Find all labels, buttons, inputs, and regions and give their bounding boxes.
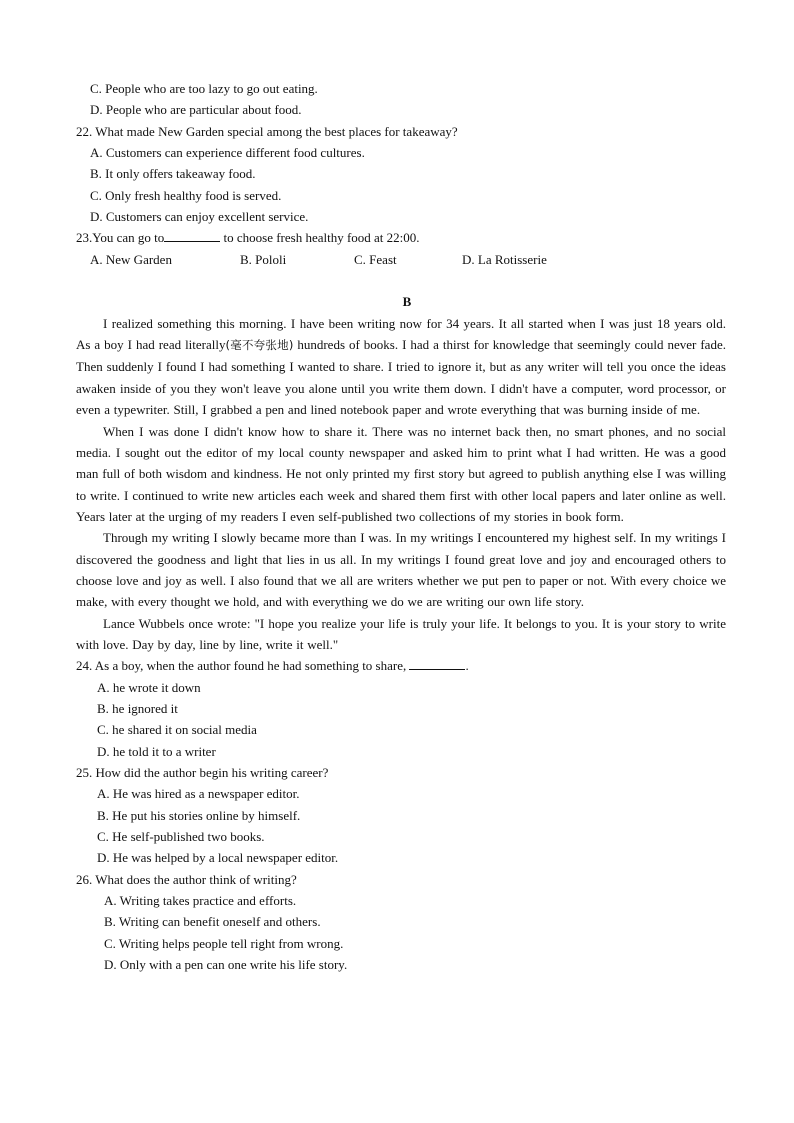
q22-option-c: C. Only fresh healthy food is served.: [90, 187, 282, 203]
p1-end: hundreds of books. I had a thirst for knowledge that seemingly could never fade. Then suddenly I found I had something I wanted to share. I tried to ignore it, but as any writer will tell you once the ideas awaken inside of you they won't leave you alone until you write them down. I didn't have a computer, word processor, or even a typewriter. Still, I grabbed a pen and lined notebook paper and wrote everything that was burning inside of me.: [76, 337, 726, 418]
p1-start: I realized something this morning. I have been writing now for 34 years. It all started when I was just 18 years old. As a boy I had read literally: [76, 315, 726, 353]
q23-stem-start: 23.You can go to: [76, 230, 165, 246]
q22-option-a: A. Customers can experience different food cultures.: [90, 145, 365, 161]
q21-option-c: C. People who are too lazy to go out eating.: [90, 81, 318, 96]
q26-option-b: B. Writing can benefit oneself and others.: [104, 914, 321, 930]
q24-option-d: D. he told it to a writer: [97, 743, 216, 759]
q23-option-b: B. Pololi: [240, 251, 287, 267]
passage-paragraph-3: Through my writing I slowly became more than I was. In my writings I encountered my highest self. In my writings I discovered the goodness and light that lies in us all. In my writings I found great love and joy and encouraged others to choose love and joy as well. I also found that we all are writers whether we put pen to paper or not. With every choice we make, with every thought we hold, and with everything we do we are writing our own life story.: [76, 530, 726, 610]
q25-option-c: C. He self-published two books.: [97, 829, 265, 845]
q23-option-c: C. Feast: [354, 251, 397, 267]
q26-option-d: D. Only with a pen can one write his life story.: [104, 957, 348, 973]
q24-stem-end: .: [465, 658, 469, 674]
q25-option-b: B. He put his stories online by himself.: [97, 807, 301, 823]
q24-option-a: A. he wrote it down: [97, 679, 201, 695]
q22-option-b: B. It only offers takeaway food.: [90, 166, 256, 182]
q22-stem: 22. What made New Garden special among the best places for takeaway?: [76, 123, 458, 139]
answer-blank: [164, 228, 220, 242]
exam-page: [0, 78, 794, 975]
q25-option-a: A. He was hired as a newspaper editor.: [97, 786, 300, 802]
q23-option-a: A. New Garden: [90, 251, 172, 267]
p1-chinese-gloss: (毫不夸张地): [225, 338, 294, 353]
q23-options: [0, 249, 794, 270]
q24-option-c: C. he shared it on social media: [97, 722, 257, 738]
passage-paragraph-4: Lance Wubbels once wrote: "I hope you realize your life is truly your life. It belongs to you. It is your story to write with love. Day by day, line by line, write it well.": [76, 615, 726, 652]
q23-option-d: D. La Rotisserie: [462, 251, 547, 267]
q25-option-d: D. He was helped by a local newspaper editor.: [97, 850, 339, 866]
q26-option-c: C. Writing helps people tell right from wrong.: [104, 935, 344, 951]
q22-option-d: D. Customers can enjoy excellent service.: [90, 209, 309, 225]
q23-stem: [0, 227, 794, 248]
q24-stem: [0, 655, 794, 676]
passage-paragraph-2: When I was done I didn't know how to share it. There was no internet back then, no smart phones, and no social media. I sought out the editor of my local county newspaper and asked him to print what I had written. He was a good man full of both wisdom and kindness. He not only printed my first story but agreed to publish anything else I was willing to write. I continued to write new articles each week and shared them first with other local papers and later online as well. Years later at the urging of my readers I even self-published two collections of my stories in book form.: [76, 423, 726, 524]
answer-blank: [409, 656, 465, 670]
q24-option-b: B. he ignored it: [97, 700, 178, 716]
q26-option-a: A. Writing takes practice and efforts.: [104, 893, 297, 909]
passage-paragraph-1: [76, 313, 726, 421]
q23-stem-end: to choose fresh healthy food at 22:00.: [220, 230, 420, 246]
q21-option-d: D. People who are particular about food.: [90, 102, 302, 118]
q26-stem: 26. What does the author think of writing?: [76, 871, 297, 887]
q25-stem: 25. How did the author begin his writing career?: [76, 765, 329, 780]
section-heading: B: [402, 294, 412, 310]
q24-stem-start: 24. As a boy, when the author found he had something to share,: [76, 658, 410, 674]
